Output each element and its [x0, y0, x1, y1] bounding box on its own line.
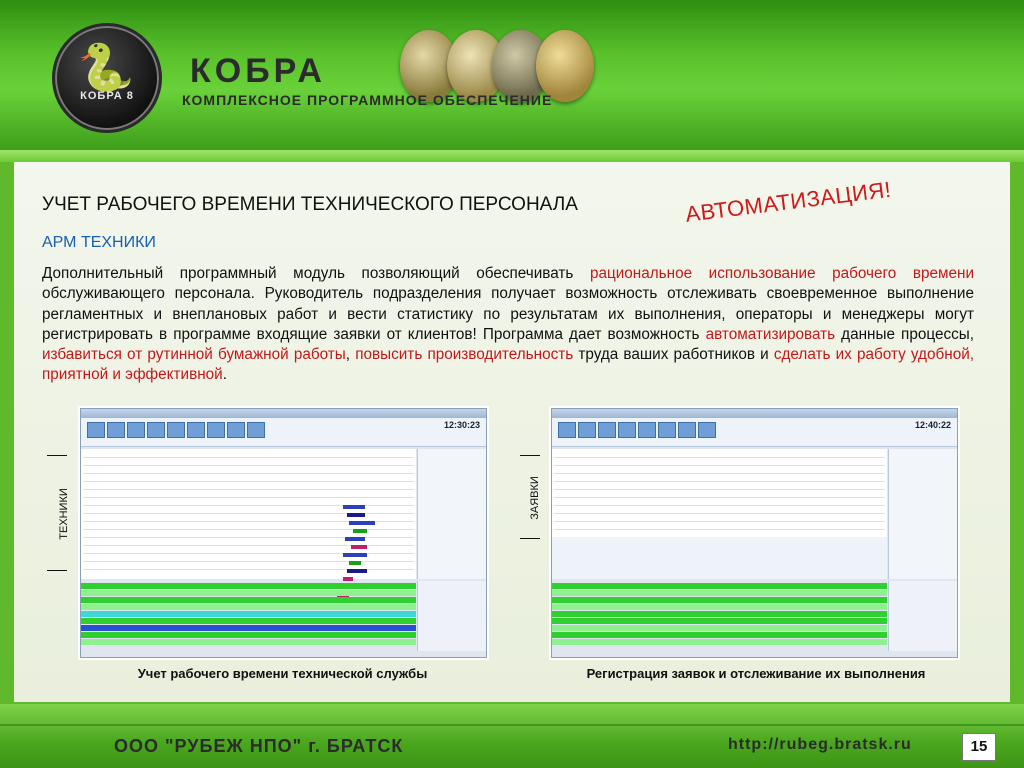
header-stripe	[0, 150, 1024, 162]
requests-list	[552, 581, 887, 651]
side-panel-bottom	[888, 581, 957, 651]
toolbar-icon	[227, 422, 245, 438]
screenshot-technicians	[80, 408, 487, 658]
toolbar-icon	[107, 422, 125, 438]
desc-highlight: рациональное использование рабочего времени	[589, 265, 974, 282]
window-titlebar	[81, 409, 486, 418]
page-number: 15	[962, 733, 996, 761]
cobra-icon: 🐍	[77, 41, 135, 93]
brand-subtitle: КОМПЛЕКСНОЕ ПРОГРАММНОЕ ОБЕСПЕЧЕНИЕ	[182, 92, 553, 108]
desc-text: Дополнительный программный модуль позволяющий обеспечивать	[42, 265, 590, 282]
window-titlebar	[552, 409, 957, 418]
toolbar	[81, 418, 486, 447]
clock-readout: 12:40:22	[914, 420, 951, 430]
desc-highlight: избавиться от рутинной бумажной работы	[42, 346, 346, 364]
desc-highlight: повысить производительность	[355, 346, 574, 364]
brand-name: КОБРА	[190, 52, 326, 90]
divider-line	[47, 455, 67, 456]
toolbar-icon	[87, 422, 105, 438]
side-panel	[417, 449, 486, 579]
toolbar-icon	[247, 422, 265, 438]
desc-highlight: сделать их работу удобной, приятной и эффективной	[42, 346, 974, 384]
caption-requests: Регистрация заявок и отслеживание их выполнения	[586, 666, 926, 681]
desc-text: труда ваших работников и	[573, 346, 774, 364]
caption-technicians: Учет рабочего времени технической службы	[137, 666, 428, 681]
desc-text: ,	[345, 346, 356, 364]
toolbar-icon	[698, 422, 716, 438]
toolbar-icon	[558, 422, 576, 438]
toolbar-icon	[678, 422, 696, 438]
requests-table	[552, 449, 887, 537]
toolbar-icon	[658, 422, 676, 438]
website-link[interactable]: http://rubeg.bratsk.ru	[728, 736, 912, 753]
footer-line	[0, 724, 1024, 726]
toolbar-icon	[598, 422, 616, 438]
desc-text: обслуживающего персонала. Руководитель подразделения получает возможность отслеживать своевременное выполнение регламентных и внеплановых работ и вести статистику по результатам их выполнения, операторы и менеджеры могут регистрировать в программе входящие заявки от клиентов! Программа дает возможность	[42, 285, 974, 343]
company-name: ООО "РУБЕЖ НПО" г. БРАТСК	[114, 736, 404, 756]
toolbar-icon	[638, 422, 656, 438]
jobs-list	[81, 581, 416, 651]
screenshot-requests	[551, 408, 958, 658]
toolbar-icon	[578, 422, 596, 438]
toolbar-icon	[187, 422, 205, 438]
page-title: УЧЕТ РАБОЧЕГО ВРЕМЕНИ ТЕХНИЧЕСКОГО ПЕРСОНАЛА	[42, 194, 578, 215]
toolbar-icon	[207, 422, 225, 438]
logo-text: КОБРА 8	[80, 90, 134, 102]
side-label-requests: ЗАЯВКИ	[528, 476, 541, 520]
automation-stamp: АВТОМАТИЗАЦИЯ!	[684, 176, 893, 227]
divider-line	[47, 570, 67, 571]
kobra-logo	[52, 23, 162, 133]
section-subtitle: АРМ ТЕХНИКИ	[42, 234, 156, 251]
technicians-table	[81, 449, 416, 579]
side-label-technicians: ТЕХНИКИ	[57, 488, 70, 540]
divider-line	[520, 455, 540, 456]
request-form	[552, 537, 887, 579]
toolbar-icon	[147, 422, 165, 438]
desc-text: данные процессы,	[835, 325, 974, 343]
description-paragraph	[42, 264, 974, 386]
desc-text: .	[222, 366, 227, 384]
side-panel	[888, 449, 957, 579]
toolbar-icon	[127, 422, 145, 438]
divider-line	[520, 538, 540, 539]
clock-readout: 12:30:23	[443, 420, 480, 430]
desc-highlight: автоматизировать	[705, 325, 836, 343]
toolbar-icon	[618, 422, 636, 438]
toolbar-icon	[167, 422, 185, 438]
toolbar	[552, 418, 957, 447]
side-panel-bottom	[417, 581, 486, 651]
